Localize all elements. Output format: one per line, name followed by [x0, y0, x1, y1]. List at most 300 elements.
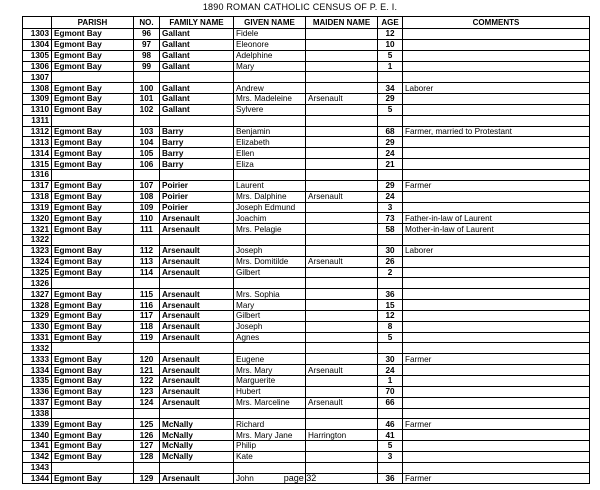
maiden-name-cell [306, 451, 378, 462]
table-row [23, 430, 590, 441]
number-cell [134, 278, 160, 289]
row-number-cell: 1315 [23, 159, 52, 170]
given-name-cell: Eleonore [234, 39, 306, 50]
given-name-cell: Joseph [234, 245, 306, 256]
comments-cell [403, 256, 590, 267]
given-name-cell: Gilbert [234, 267, 306, 278]
family-name-cell [160, 278, 234, 289]
comments-cell [403, 94, 590, 105]
age-cell [378, 115, 403, 126]
comments-cell: Farmer [403, 354, 590, 365]
row-number-cell: 1309 [23, 94, 52, 105]
row-number-cell: 1320 [23, 213, 52, 224]
parish-cell: Egmont Bay [52, 300, 134, 311]
comments-cell [403, 104, 590, 115]
table-row [23, 343, 590, 354]
parish-cell: Egmont Bay [52, 224, 134, 235]
parish-cell: Egmont Bay [52, 310, 134, 321]
maiden-name-cell [306, 169, 378, 180]
table-row [23, 376, 590, 387]
given-name-cell: Ellen [234, 148, 306, 159]
row-number-cell: 1311 [23, 115, 52, 126]
given-name-cell [234, 278, 306, 289]
maiden-name-cell [306, 72, 378, 83]
number-cell: 116 [134, 300, 160, 311]
parish-cell [52, 72, 134, 83]
family-name-cell: Poirier [160, 191, 234, 202]
family-name-cell: McNally [160, 430, 234, 441]
table-row [23, 441, 590, 452]
number-cell [134, 462, 160, 473]
parish-cell: Egmont Bay [52, 191, 134, 202]
family-name-cell: Poirier [160, 180, 234, 191]
number-cell: 115 [134, 289, 160, 300]
page-number: page 32 [283, 473, 317, 483]
given-name-cell: Kate [234, 451, 306, 462]
family-name-cell: Gallant [160, 50, 234, 61]
family-name-cell: Arsenault [160, 289, 234, 300]
age-cell [378, 169, 403, 180]
comments-cell [403, 159, 590, 170]
comments-cell: Farmer [403, 473, 590, 484]
row-number-cell: 1306 [23, 61, 52, 72]
number-cell: 108 [134, 191, 160, 202]
row-number-cell: 1327 [23, 289, 52, 300]
given-name-cell: Fidele [234, 29, 306, 40]
age-cell: 66 [378, 397, 403, 408]
maiden-name-cell [306, 321, 378, 332]
age-cell: 1 [378, 61, 403, 72]
parish-cell: Egmont Bay [52, 148, 134, 159]
row-number-cell: 1310 [23, 104, 52, 115]
given-name-cell: Mrs. Pelagie [234, 224, 306, 235]
table-row [23, 235, 590, 246]
row-number-cell: 1330 [23, 321, 52, 332]
row-number-cell: 1316 [23, 169, 52, 180]
number-cell: 118 [134, 321, 160, 332]
given-name-cell: Mrs. Marceline [234, 397, 306, 408]
age-cell: 41 [378, 430, 403, 441]
comments-cell [403, 191, 590, 202]
maiden-name-cell [306, 310, 378, 321]
number-cell [134, 169, 160, 180]
table-body [23, 29, 590, 484]
number-cell: 104 [134, 137, 160, 148]
comments-cell: Mother-in-law of Laurent [403, 224, 590, 235]
age-cell: 70 [378, 386, 403, 397]
row-number-cell: 1313 [23, 137, 52, 148]
census-table [22, 16, 590, 484]
header-row-number [23, 17, 52, 29]
comments-cell [403, 441, 590, 452]
age-cell: 73 [378, 213, 403, 224]
age-cell: 12 [378, 310, 403, 321]
family-name-cell: Arsenault [160, 473, 234, 484]
table-row [23, 180, 590, 191]
table-row [23, 386, 590, 397]
given-name-cell: Mrs. Mary Jane [234, 430, 306, 441]
maiden-name-cell [306, 137, 378, 148]
table-row [23, 462, 590, 473]
given-name-cell: Philip [234, 441, 306, 452]
age-cell: 5 [378, 332, 403, 343]
family-name-cell [160, 462, 234, 473]
table-row [23, 354, 590, 365]
comments-cell: Farmer, married to Protestant [403, 126, 590, 137]
row-number-cell: 1325 [23, 267, 52, 278]
parish-cell: Egmont Bay [52, 441, 134, 452]
number-cell: 105 [134, 148, 160, 159]
maiden-name-cell [306, 148, 378, 159]
number-cell: 101 [134, 94, 160, 105]
maiden-name-cell: Arsenault [306, 94, 378, 105]
maiden-name-cell [306, 202, 378, 213]
maiden-name-cell [306, 180, 378, 191]
maiden-name-cell [306, 462, 378, 473]
family-name-cell: Poirier [160, 202, 234, 213]
table-row [23, 29, 590, 40]
age-cell [378, 462, 403, 473]
table-row [23, 148, 590, 159]
given-name-cell: Elizabeth [234, 137, 306, 148]
number-cell: 103 [134, 126, 160, 137]
table-row [23, 72, 590, 83]
maiden-name-cell: Arsenault [306, 256, 378, 267]
family-name-cell: Arsenault [160, 245, 234, 256]
family-name-cell: Gallant [160, 61, 234, 72]
family-name-cell [160, 115, 234, 126]
parish-cell [52, 235, 134, 246]
table-row [23, 39, 590, 50]
number-cell: 121 [134, 365, 160, 376]
given-name-cell: Mrs. Domitilde [234, 256, 306, 267]
number-cell: 123 [134, 386, 160, 397]
age-cell: 24 [378, 148, 403, 159]
row-number-cell: 1321 [23, 224, 52, 235]
age-cell: 5 [378, 441, 403, 452]
given-name-cell [234, 343, 306, 354]
family-name-cell [160, 343, 234, 354]
table-row [23, 159, 590, 170]
maiden-name-cell [306, 235, 378, 246]
table-row [23, 397, 590, 408]
row-number-cell: 1326 [23, 278, 52, 289]
number-cell: 107 [134, 180, 160, 191]
row-number-cell: 1337 [23, 397, 52, 408]
comments-cell: Farmer [403, 180, 590, 191]
comments-cell [403, 278, 590, 289]
comments-cell [403, 29, 590, 40]
table-row [23, 169, 590, 180]
number-cell: 120 [134, 354, 160, 365]
row-number-cell: 1328 [23, 300, 52, 311]
maiden-name-cell [306, 289, 378, 300]
comments-cell [403, 289, 590, 300]
comments-cell [403, 72, 590, 83]
given-name-cell [234, 169, 306, 180]
family-name-cell: Gallant [160, 29, 234, 40]
age-cell: 10 [378, 39, 403, 50]
age-cell: 30 [378, 354, 403, 365]
parish-cell: Egmont Bay [52, 376, 134, 387]
row-number-cell: 1307 [23, 72, 52, 83]
maiden-name-cell: Arsenault [306, 365, 378, 376]
maiden-name-cell [306, 50, 378, 61]
maiden-name-cell [306, 159, 378, 170]
header-given-name: GIVEN NAME [234, 17, 306, 29]
row-number-cell: 1303 [23, 29, 52, 40]
maiden-name-cell [306, 408, 378, 419]
parish-cell: Egmont Bay [52, 386, 134, 397]
given-name-cell: Mary [234, 300, 306, 311]
maiden-name-cell [306, 419, 378, 430]
age-cell: 1 [378, 376, 403, 387]
given-name-cell: Eliza [234, 159, 306, 170]
table-row [23, 83, 590, 94]
row-number-cell: 1338 [23, 408, 52, 419]
family-name-cell: Barry [160, 159, 234, 170]
parish-cell: Egmont Bay [52, 50, 134, 61]
parish-cell: Egmont Bay [52, 94, 134, 105]
age-cell: 36 [378, 289, 403, 300]
parish-cell: Egmont Bay [52, 451, 134, 462]
family-name-cell: Gallant [160, 39, 234, 50]
maiden-name-cell [306, 386, 378, 397]
family-name-cell: McNally [160, 419, 234, 430]
parish-cell: Egmont Bay [52, 245, 134, 256]
given-name-cell: Joachim [234, 213, 306, 224]
row-number-cell: 1322 [23, 235, 52, 246]
comments-cell [403, 115, 590, 126]
age-cell [378, 235, 403, 246]
age-cell: 3 [378, 451, 403, 462]
maiden-name-cell [306, 332, 378, 343]
parish-cell: Egmont Bay [52, 267, 134, 278]
table-row [23, 256, 590, 267]
comments-cell [403, 39, 590, 50]
row-number-cell: 1305 [23, 50, 52, 61]
row-number-cell: 1317 [23, 180, 52, 191]
header-maiden-name: MAIDEN NAME [306, 17, 378, 29]
given-name-cell: Mrs. Mary [234, 365, 306, 376]
maiden-name-cell [306, 126, 378, 137]
parish-cell: Egmont Bay [52, 332, 134, 343]
row-number-cell: 1329 [23, 310, 52, 321]
age-cell: 46 [378, 419, 403, 430]
row-number-cell: 1312 [23, 126, 52, 137]
comments-cell [403, 235, 590, 246]
parish-cell: Egmont Bay [52, 29, 134, 40]
age-cell: 29 [378, 137, 403, 148]
given-name-cell: Eugene [234, 354, 306, 365]
age-cell: 24 [378, 191, 403, 202]
maiden-name-cell [306, 354, 378, 365]
maiden-name-cell [306, 115, 378, 126]
comments-cell [403, 397, 590, 408]
given-name-cell: John [234, 473, 306, 484]
table-row [23, 245, 590, 256]
family-name-cell: Arsenault [160, 376, 234, 387]
given-name-cell [234, 235, 306, 246]
row-number-cell: 1304 [23, 39, 52, 50]
comments-cell [403, 310, 590, 321]
header-comments: COMMENTS [403, 17, 590, 29]
family-name-cell: Arsenault [160, 310, 234, 321]
maiden-name-cell [306, 104, 378, 115]
table-row [23, 191, 590, 202]
comments-cell [403, 148, 590, 159]
age-cell: 3 [378, 202, 403, 213]
given-name-cell [234, 408, 306, 419]
age-cell: 24 [378, 365, 403, 376]
row-number-cell: 1331 [23, 332, 52, 343]
table-row [23, 289, 590, 300]
comments-cell [403, 462, 590, 473]
age-cell: 15 [378, 300, 403, 311]
family-name-cell: McNally [160, 441, 234, 452]
age-cell: 36 [378, 473, 403, 484]
table-row [23, 115, 590, 126]
age-cell [378, 408, 403, 419]
table-row [23, 213, 590, 224]
given-name-cell: Mrs. Madeleine [234, 94, 306, 105]
row-number-cell: 1336 [23, 386, 52, 397]
number-cell [134, 343, 160, 354]
table-row [23, 419, 590, 430]
parish-cell: Egmont Bay [52, 397, 134, 408]
parish-cell: Egmont Bay [52, 39, 134, 50]
parish-cell: Egmont Bay [52, 289, 134, 300]
parish-cell: Egmont Bay [52, 419, 134, 430]
age-cell: 29 [378, 180, 403, 191]
comments-cell [403, 408, 590, 419]
family-name-cell: Arsenault [160, 267, 234, 278]
family-name-cell [160, 169, 234, 180]
comments-cell: Laborer [403, 245, 590, 256]
family-name-cell: Barry [160, 137, 234, 148]
comments-cell [403, 321, 590, 332]
family-name-cell: Arsenault [160, 332, 234, 343]
parish-cell [52, 343, 134, 354]
age-cell: 5 [378, 104, 403, 115]
table-row [23, 50, 590, 61]
number-cell: 97 [134, 39, 160, 50]
row-number-cell: 1339 [23, 419, 52, 430]
given-name-cell [234, 115, 306, 126]
comments-cell: Father-in-law of Laurent [403, 213, 590, 224]
number-cell [134, 115, 160, 126]
parish-cell [52, 408, 134, 419]
maiden-name-cell [306, 300, 378, 311]
comments-cell [403, 202, 590, 213]
maiden-name-cell [306, 376, 378, 387]
row-number-cell: 1344 [23, 473, 52, 484]
header-parish: PARISH [52, 17, 134, 29]
family-name-cell: Arsenault [160, 354, 234, 365]
given-name-cell: Sylvere [234, 104, 306, 115]
given-name-cell: Gilbert [234, 310, 306, 321]
number-cell: 129 [134, 473, 160, 484]
row-number-cell: 1335 [23, 376, 52, 387]
parish-cell: Egmont Bay [52, 354, 134, 365]
maiden-name-cell [306, 267, 378, 278]
family-name-cell: Gallant [160, 104, 234, 115]
table-row [23, 202, 590, 213]
given-name-cell: Marguerite [234, 376, 306, 387]
parish-cell: Egmont Bay [52, 256, 134, 267]
parish-cell: Egmont Bay [52, 321, 134, 332]
age-cell: 68 [378, 126, 403, 137]
header-no: NO. [134, 17, 160, 29]
maiden-name-cell [306, 39, 378, 50]
given-name-cell: Hubert [234, 386, 306, 397]
table-row [23, 408, 590, 419]
number-cell: 122 [134, 376, 160, 387]
age-cell: 29 [378, 94, 403, 105]
family-name-cell: Arsenault [160, 256, 234, 267]
number-cell: 127 [134, 441, 160, 452]
age-cell: 8 [378, 321, 403, 332]
comments-cell [403, 50, 590, 61]
family-name-cell: Arsenault [160, 386, 234, 397]
given-name-cell: Joseph [234, 321, 306, 332]
row-number-cell: 1343 [23, 462, 52, 473]
row-number-cell: 1319 [23, 202, 52, 213]
family-name-cell: Barry [160, 126, 234, 137]
table-row [23, 365, 590, 376]
number-cell: 124 [134, 397, 160, 408]
given-name-cell: Adelphine [234, 50, 306, 61]
table-row [23, 137, 590, 148]
row-number-cell: 1324 [23, 256, 52, 267]
parish-cell: Egmont Bay [52, 159, 134, 170]
row-number-cell: 1341 [23, 441, 52, 452]
maiden-name-cell [306, 441, 378, 452]
number-cell: 112 [134, 245, 160, 256]
comments-cell [403, 430, 590, 441]
number-cell: 96 [134, 29, 160, 40]
parish-cell: Egmont Bay [52, 126, 134, 137]
comments-cell [403, 376, 590, 387]
maiden-name-cell [306, 224, 378, 235]
table-row [23, 267, 590, 278]
comments-cell [403, 332, 590, 343]
parish-cell: Egmont Bay [52, 213, 134, 224]
comments-cell [403, 365, 590, 376]
header-age: AGE [378, 17, 403, 29]
row-number-cell: 1340 [23, 430, 52, 441]
age-cell [378, 343, 403, 354]
table-row [23, 126, 590, 137]
comments-cell [403, 300, 590, 311]
maiden-name-cell [306, 278, 378, 289]
number-cell: 119 [134, 332, 160, 343]
family-name-cell [160, 235, 234, 246]
number-cell: 126 [134, 430, 160, 441]
given-name-cell: Mary [234, 61, 306, 72]
table-row [23, 104, 590, 115]
parish-cell: Egmont Bay [52, 202, 134, 213]
number-cell: 102 [134, 104, 160, 115]
row-number-cell: 1333 [23, 354, 52, 365]
given-name-cell: Mrs. Sophia [234, 289, 306, 300]
given-name-cell [234, 462, 306, 473]
parish-cell: Egmont Bay [52, 83, 134, 94]
number-cell: 110 [134, 213, 160, 224]
row-number-cell: 1332 [23, 343, 52, 354]
row-number-cell: 1318 [23, 191, 52, 202]
family-name-cell: McNally [160, 451, 234, 462]
